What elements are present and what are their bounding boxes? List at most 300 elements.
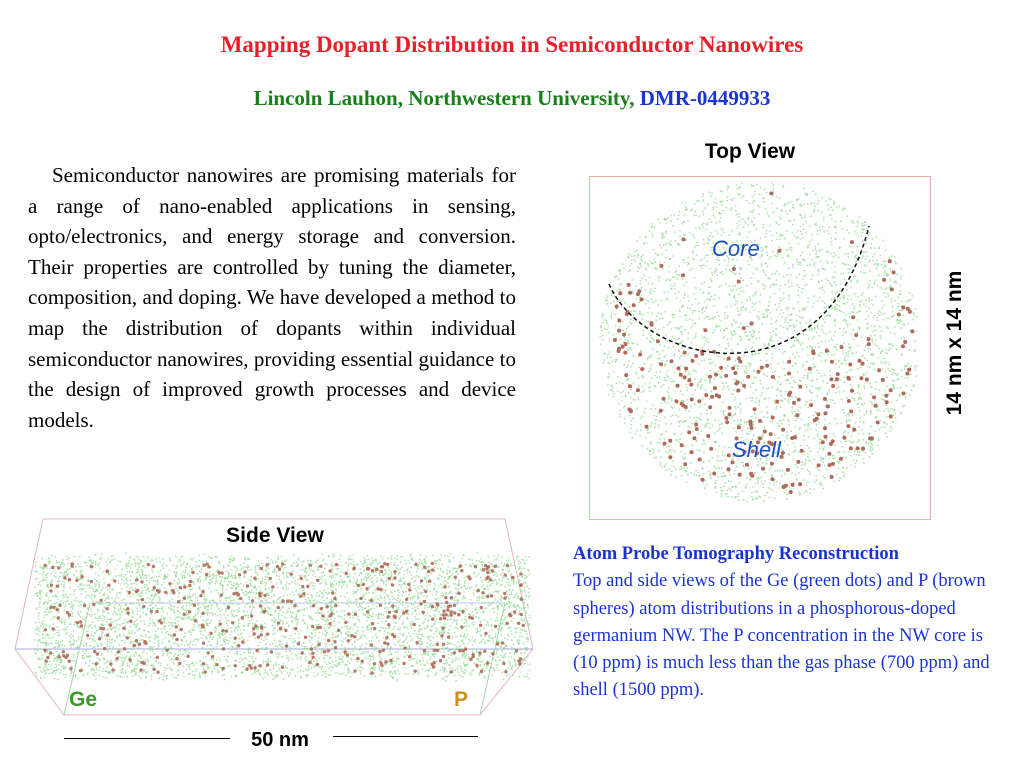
ge-atom: [845, 440, 847, 442]
ge-atom: [692, 369, 694, 371]
ge-atom: [654, 261, 656, 263]
ge-atom: [270, 661, 272, 663]
ge-atom: [714, 365, 716, 367]
ge-atom: [279, 579, 281, 581]
ge-atom: [861, 235, 863, 237]
ge-atom: [648, 283, 650, 285]
ge-atom: [794, 357, 796, 359]
ge-atom: [619, 413, 621, 415]
ge-atom: [263, 597, 265, 599]
ge-atom: [177, 590, 179, 592]
ge-atom: [131, 583, 133, 585]
ge-atom: [640, 294, 642, 296]
ge-atom: [434, 585, 436, 587]
ge-atom: [910, 373, 912, 375]
ge-atom: [763, 189, 765, 191]
ge-atom: [195, 597, 197, 599]
ge-atom: [173, 609, 175, 611]
ge-atom: [803, 439, 805, 441]
ge-atom: [700, 413, 702, 415]
ge-atom: [721, 228, 723, 230]
ge-atom: [821, 197, 823, 199]
ge-atom: [754, 292, 756, 294]
ge-atom: [619, 273, 621, 275]
ge-atom: [803, 334, 805, 336]
ge-atom: [208, 612, 210, 614]
ge-atom: [492, 640, 494, 642]
ge-atom: [422, 568, 424, 570]
ge-atom: [619, 289, 621, 291]
ge-atom: [607, 384, 609, 386]
ge-atom: [695, 333, 697, 335]
ge-atom: [761, 323, 763, 325]
ge-atom: [811, 239, 813, 241]
ge-atom: [603, 322, 605, 324]
ge-atom: [379, 595, 381, 597]
ge-atom: [773, 212, 775, 214]
ge-atom: [838, 461, 840, 463]
ge-atom: [610, 317, 612, 319]
ge-atom: [708, 318, 710, 320]
ge-atom: [360, 667, 362, 669]
ge-atom: [893, 388, 895, 390]
ge-atom: [723, 414, 725, 416]
ge-atom: [804, 424, 806, 426]
ge-atom: [826, 250, 828, 252]
ge-atom: [59, 576, 61, 578]
p-atom: [714, 373, 718, 377]
ge-atom: [67, 626, 69, 628]
ge-atom: [757, 280, 759, 282]
ge-atom: [668, 445, 670, 447]
ge-atom: [786, 498, 788, 500]
ge-atom: [872, 260, 874, 262]
p-atom: [719, 366, 723, 370]
p-atom: [710, 395, 714, 399]
p-atom: [624, 373, 628, 377]
ge-atom: [628, 342, 630, 344]
ge-atom: [793, 235, 795, 237]
ge-atom: [763, 269, 765, 271]
ge-atom: [704, 379, 706, 381]
ge-atom: [437, 568, 439, 570]
ge-atom: [794, 426, 796, 428]
ge-atom: [236, 652, 238, 654]
ge-atom: [733, 334, 735, 336]
ge-atom: [95, 561, 97, 563]
ge-atom: [863, 252, 865, 254]
ge-atom: [339, 652, 341, 654]
ge-atom: [900, 278, 902, 280]
ge-atom: [716, 326, 718, 328]
ge-atom: [265, 585, 267, 587]
ge-atom: [848, 351, 850, 353]
ge-atom: [798, 274, 800, 276]
ge-atom: [90, 609, 92, 611]
ge-atom: [636, 240, 638, 242]
ge-atom: [889, 370, 891, 372]
ge-atom: [681, 355, 683, 357]
ge-atom: [660, 456, 662, 458]
ge-atom: [875, 329, 877, 331]
ge-atom: [779, 482, 781, 484]
ge-atom: [653, 339, 655, 341]
ge-atom: [876, 345, 878, 347]
ge-atom: [273, 665, 275, 667]
ge-atom: [829, 331, 831, 333]
ge-atom: [834, 319, 836, 321]
ge-atom: [646, 430, 648, 432]
ge-atom: [192, 670, 194, 672]
ge-atom: [738, 213, 740, 215]
ge-atom: [761, 392, 763, 394]
ge-atom: [725, 367, 727, 369]
ge-atom: [718, 213, 720, 215]
ge-atom: [839, 477, 841, 479]
ge-atom: [628, 360, 630, 362]
ge-atom: [416, 575, 418, 577]
ge-atom: [331, 625, 333, 627]
ge-atom: [874, 430, 876, 432]
ge-atom: [705, 443, 707, 445]
ge-atom: [672, 317, 674, 319]
ge-atom: [687, 262, 689, 264]
ge-atom: [722, 476, 724, 478]
ge-atom: [727, 490, 729, 492]
p-atom: [829, 442, 833, 446]
ge-atom: [830, 375, 832, 377]
p-atom: [867, 337, 871, 341]
ge-atom: [661, 299, 663, 301]
ge-atom: [429, 668, 431, 670]
ge-atom: [812, 337, 814, 339]
ge-atom: [202, 668, 204, 670]
ge-atom: [600, 325, 602, 327]
p-atom: [835, 377, 839, 381]
ge-atom: [858, 455, 860, 457]
ge-atom: [904, 324, 906, 326]
ge-atom: [806, 491, 808, 493]
ge-atom: [824, 477, 826, 479]
ge-atom: [838, 257, 840, 259]
ge-atom: [757, 483, 759, 485]
ge-atom: [632, 362, 634, 364]
ge-atom: [374, 567, 376, 569]
ge-atom: [219, 600, 221, 602]
ge-atom: [706, 224, 708, 226]
ge-atom: [356, 564, 358, 566]
ge-atom: [859, 328, 861, 330]
ge-atom: [816, 479, 818, 481]
ge-atom: [784, 262, 786, 264]
ge-atom: [607, 295, 609, 297]
ge-atom: [644, 298, 646, 300]
ge-atom: [823, 461, 825, 463]
ge-atom: [754, 194, 756, 196]
ge-atom: [868, 443, 870, 445]
ge-atom: [866, 251, 868, 253]
ge-atom: [795, 396, 797, 398]
ge-atom: [649, 369, 651, 371]
p-atom: [901, 392, 905, 396]
ge-atom: [760, 476, 762, 478]
ge-atom: [291, 653, 293, 655]
ge-atom: [629, 415, 631, 417]
ge-atom: [373, 645, 375, 647]
ge-atom: [318, 637, 320, 639]
ge-atom: [639, 283, 641, 285]
ge-atom: [763, 287, 765, 289]
ge-atom: [640, 417, 642, 419]
ge-atom: [738, 187, 740, 189]
ge-atom: [51, 643, 53, 645]
ge-atom: [176, 566, 178, 568]
ge-atom: [220, 584, 222, 586]
ge-atom: [778, 349, 780, 351]
ge-atom: [742, 280, 744, 282]
ge-atom: [319, 590, 321, 592]
ge-atom: [652, 291, 654, 293]
ge-atom: [769, 301, 771, 303]
ge-atom: [630, 420, 632, 422]
ge-atom: [56, 626, 58, 628]
ge-atom: [694, 337, 696, 339]
ge-atom: [763, 201, 765, 203]
ge-atom: [86, 674, 88, 676]
ge-atom: [631, 402, 633, 404]
ge-atom: [698, 200, 700, 202]
ge-atom: [740, 290, 742, 292]
ge-atom: [769, 231, 771, 233]
ge-atom: [742, 365, 744, 367]
ge-atom: [813, 209, 815, 211]
p-atom: [897, 313, 901, 317]
ge-atom: [158, 576, 160, 578]
ge-atom: [706, 254, 708, 256]
ge-atom: [746, 398, 748, 400]
ge-atom: [71, 634, 73, 636]
ge-atom: [780, 395, 782, 397]
ge-atom: [665, 430, 667, 432]
ge-atom: [719, 297, 721, 299]
ge-atom: [796, 339, 798, 341]
ge-atom: [248, 660, 250, 662]
ge-atom: [750, 386, 752, 388]
ge-atom: [793, 443, 795, 445]
ge-atom: [39, 593, 41, 595]
ge-atom: [656, 315, 658, 317]
ge-atom: [813, 211, 815, 213]
ge-atom: [752, 486, 754, 488]
ge-atom: [880, 420, 882, 422]
ge-atom: [692, 209, 694, 211]
ge-atom: [607, 354, 609, 356]
ge-atom: [763, 313, 765, 315]
ge-atom: [325, 591, 327, 593]
ge-atom: [193, 640, 195, 642]
ge-atom: [659, 464, 661, 466]
ge-atom: [692, 325, 694, 327]
ge-atom: [795, 363, 797, 365]
ge-atom: [403, 570, 405, 572]
ge-atom: [737, 365, 739, 367]
ge-atom: [721, 285, 723, 287]
ge-atom: [699, 475, 701, 477]
ge-atom: [846, 302, 848, 304]
ge-atom: [836, 291, 838, 293]
ge-atom: [678, 338, 680, 340]
ge-atom: [800, 419, 802, 421]
ge-atom: [689, 270, 691, 272]
ge-atom: [692, 312, 694, 314]
ge-atom: [329, 582, 331, 584]
ge-atom: [836, 343, 838, 345]
ge-atom: [719, 201, 721, 203]
ge-atom: [395, 651, 397, 653]
ge-atom: [636, 407, 638, 409]
ge-atom: [805, 322, 807, 324]
ge-atom: [420, 593, 422, 595]
ge-atom: [645, 236, 647, 238]
ge-atom: [613, 393, 615, 395]
ge-atom: [840, 273, 842, 275]
ge-atom: [787, 309, 789, 311]
p-atom: [659, 409, 663, 413]
ge-atom: [187, 586, 189, 588]
ge-atom: [851, 246, 853, 248]
ge-atom: [626, 328, 628, 330]
ge-atom: [292, 658, 294, 660]
ge-atom: [635, 285, 637, 287]
ge-atom: [352, 617, 354, 619]
ge-atom: [277, 646, 279, 648]
ge-atom: [809, 243, 811, 245]
ge-atom: [821, 352, 823, 354]
ge-atom: [348, 598, 350, 600]
ge-atom: [678, 425, 680, 427]
ge-atom: [810, 380, 812, 382]
ge-atom: [803, 492, 805, 494]
ge-atom: [753, 392, 755, 394]
ge-atom: [880, 353, 882, 355]
ge-atom: [667, 376, 669, 378]
ge-atom: [665, 423, 667, 425]
ge-atom: [850, 384, 852, 386]
ge-atom: [655, 372, 657, 374]
p-atom: [732, 267, 736, 271]
ge-atom: [664, 465, 666, 467]
ge-atom: [236, 675, 238, 677]
ge-atom: [178, 645, 180, 647]
ge-atom: [871, 299, 873, 301]
ge-atom: [819, 229, 821, 231]
ge-atom: [606, 299, 608, 301]
ge-atom: [650, 334, 652, 336]
p-atom: [683, 351, 687, 355]
ge-atom: [91, 586, 93, 588]
ge-atom: [695, 245, 697, 247]
ge-atom: [193, 583, 195, 585]
ge-atom: [658, 276, 660, 278]
ge-atom: [746, 370, 748, 372]
ge-atom: [457, 601, 459, 603]
ge-atom: [340, 634, 342, 636]
p-atom: [798, 482, 802, 486]
ge-atom: [776, 395, 778, 397]
ge-atom: [664, 218, 666, 220]
ge-atom: [838, 468, 840, 470]
ge-atom: [684, 214, 686, 216]
ge-atom: [51, 668, 53, 670]
ge-atom: [870, 335, 872, 337]
ge-atom: [850, 279, 852, 281]
ge-atom: [882, 394, 884, 396]
ge-atom: [668, 292, 670, 294]
p-atom: [847, 399, 851, 403]
ge-atom: [204, 553, 206, 555]
ge-atom: [668, 322, 670, 324]
ge-atom: [641, 319, 643, 321]
ge-atom: [878, 247, 880, 249]
ge-atom: [748, 264, 750, 266]
ge-atom: [774, 403, 776, 405]
ge-atom: [435, 627, 437, 629]
ge-atom: [478, 573, 480, 575]
ge-atom: [764, 373, 766, 375]
ge-atom: [848, 451, 850, 453]
ge-atom: [261, 577, 263, 579]
ge-atom: [842, 471, 844, 473]
p-atom: [636, 292, 640, 296]
ge-atom: [761, 481, 763, 483]
ge-atom: [915, 375, 917, 377]
ge-atom: [774, 497, 776, 499]
ge-atom: [842, 296, 844, 298]
ge-atom: [857, 296, 859, 298]
ge-atom: [768, 305, 770, 307]
ge-atom: [849, 295, 851, 297]
ge-atom: [688, 300, 690, 302]
ge-atom: [683, 260, 685, 262]
ge-atom: [846, 372, 848, 374]
ge-atom: [611, 295, 613, 297]
ge-atom: [835, 254, 837, 256]
ge-atom: [270, 559, 272, 561]
ge-atom: [885, 296, 887, 298]
ge-atom: [696, 475, 698, 477]
ge-atom: [64, 619, 66, 621]
p-atom: [750, 426, 754, 430]
ge-atom: [704, 281, 706, 283]
ge-atom: [788, 325, 790, 327]
ge-atom: [313, 585, 315, 587]
ge-atom: [703, 243, 705, 245]
ge-atom: [728, 293, 730, 295]
ge-atom: [724, 455, 726, 457]
ge-atom: [444, 577, 446, 579]
ge-atom: [54, 667, 56, 669]
ge-atom: [649, 260, 651, 262]
ge-atom: [671, 398, 673, 400]
ge-atom: [749, 210, 751, 212]
ge-atom: [900, 285, 902, 287]
ge-atom: [49, 649, 51, 651]
ge-atom: [852, 251, 854, 253]
ge-atom: [659, 442, 661, 444]
ge-atom: [632, 292, 634, 294]
ge-atom: [792, 224, 794, 226]
ge-atom: [142, 556, 144, 558]
